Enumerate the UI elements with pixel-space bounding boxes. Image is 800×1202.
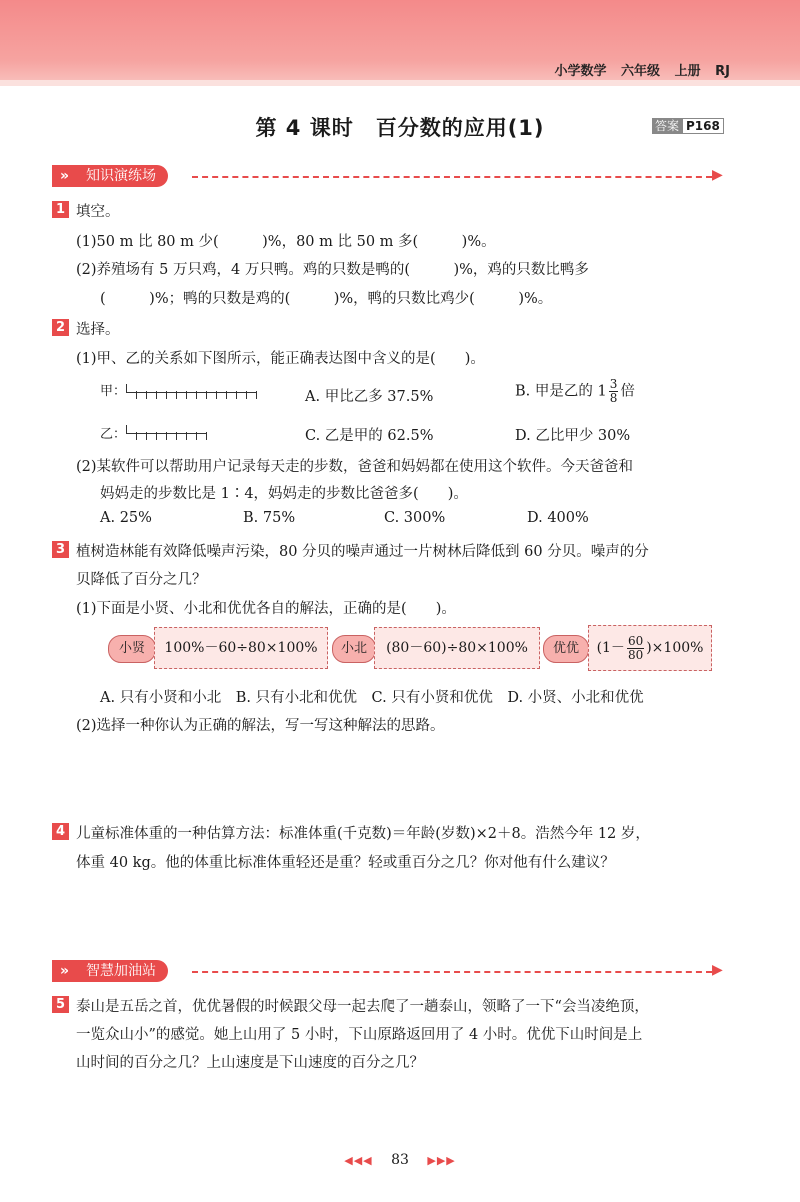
section-practice-label: 知识演练场	[86, 168, 156, 184]
q1-head: 填空。	[76, 204, 120, 220]
fraction	[627, 635, 644, 662]
page-title: 第 4 课时 百分数的应用(1)	[255, 116, 545, 140]
question-number: 5	[52, 996, 69, 1013]
q2-option-b-post: 倍	[620, 383, 635, 400]
header-volume: 上册	[674, 64, 701, 79]
q3-line3: (1)下面是小贤、小北和优优各自的解法，正确的是( )。	[76, 601, 456, 617]
page-number: 83	[391, 1152, 409, 1168]
section-wisdom-label: 智慧加油站	[86, 963, 156, 979]
q3-line4: (2)选择一种你认为正确的解法，写一写这种解法的思路。	[76, 718, 445, 734]
jia-segment-bar	[126, 384, 257, 393]
q4-line1: 儿童标准体重的一种估算方法：标准体重(千克数)＝年龄(岁数)×2＋8。浩然今年 12 岁，	[76, 826, 650, 842]
q2-option-b-pre: B. 甲是乙的 1	[515, 383, 607, 400]
q2-option-a: A. 甲比乙多 37.5%	[305, 389, 434, 405]
q2-line3: 妈妈走的步数比是 1∶4，妈妈走的步数比爸爸多( )。	[100, 486, 468, 502]
question-number: 3	[52, 541, 69, 558]
prev-arrows-icon: ◀◀◀	[344, 1154, 373, 1167]
section-wisdom	[52, 960, 724, 982]
solution-xiaoxian: 100%－60÷80×100%	[154, 627, 328, 669]
fraction-denominator: 80	[627, 647, 644, 662]
dashed-divider	[192, 176, 712, 178]
yi-label: 乙：	[100, 427, 127, 442]
q5-line2: 一览众山小”的感觉。她上山用了 5 小时，下山原路返回用了 4 小时。优优下山时间是上	[76, 1027, 643, 1043]
double-arrow-icon: »	[60, 963, 70, 979]
q2-choice-b: B. 75%	[243, 510, 296, 526]
fraction-numerator: 3	[609, 377, 618, 391]
name-badge-xiaobei: 小北	[332, 635, 376, 663]
q4-line2: 体重 40 kg。他的体重比标准体重轻还是重？轻或重百分之几？你对他有什么建议？	[76, 855, 615, 871]
q1-line1: (1)50 m 比 80 m 少( )%，80 m 比 50 m 多( )%。	[76, 234, 496, 250]
fraction-denominator: 8	[609, 391, 618, 405]
q2-choice-c: C. 300%	[384, 510, 446, 526]
header-grade: 六年级	[621, 64, 661, 79]
q5-line3: 山时间的百分之几？上山速度是下山速度的百分之几？	[76, 1055, 424, 1071]
header-subject: 小学数学	[554, 64, 607, 79]
arrow-tip-icon: ▶	[712, 167, 723, 183]
q2-choice-d: D. 400%	[527, 510, 589, 526]
page-footer	[0, 1152, 800, 1168]
yi-segment-bar	[126, 425, 207, 434]
q1-line2: (2)养殖场有 5 万只鸡，4 万只鸭。鸡的只数是鸭的( )%，鸡的只数比鸭多	[76, 262, 589, 278]
answer-ref	[652, 117, 724, 134]
name-badge-youyou: 优优	[543, 635, 589, 663]
name-badge-xiaoxian: 小贤	[108, 635, 156, 663]
answer-page: P168	[682, 118, 724, 134]
q1-line3: ( )%；鸭的只数是鸡的( )%，鸭的只数比鸡少( )%。	[100, 291, 553, 307]
header-info	[555, 60, 731, 79]
q5-line1: 泰山是五岳之首，优优暑假的时候跟父母一起去爬了一趟泰山，领略了一下“会当凌绝顶，	[76, 999, 649, 1015]
q3-line1: 植树造林能有效降低噪声污染，80 分贝的噪声通过一片树林后降低到 60 分贝。噪声的分	[76, 544, 649, 560]
formula-post: )×100%	[646, 640, 704, 656]
section-practice-tag	[52, 165, 168, 187]
formula-pre: (1－	[596, 640, 625, 656]
question-number: 4	[52, 823, 69, 840]
double-arrow-icon: »	[60, 168, 70, 184]
question-number: 2	[52, 319, 69, 336]
section-wisdom-tag	[52, 960, 168, 982]
fraction	[609, 378, 619, 405]
jia-label: 甲：	[100, 384, 127, 399]
q3-options: A. 只有小贤和小北 B. 只有小北和优优 C. 只有小贤和优优 D. 小贤、小北和优优	[100, 690, 644, 706]
q2-head: 选择。	[76, 322, 120, 338]
q2-option-d: D. 乙比甲少 30%	[515, 428, 631, 444]
solution-youyou	[588, 625, 712, 671]
solution-xiaobei: (80－60)÷80×100%	[374, 627, 540, 669]
q2-choice-a: A. 25%	[100, 510, 152, 526]
answer-label: 答案	[652, 118, 682, 134]
dashed-divider	[192, 971, 712, 973]
fraction-numerator: 60	[627, 633, 644, 648]
header-edition: RJ	[715, 64, 730, 79]
arrow-tip-icon: ▶	[712, 962, 723, 978]
q2-line1: (1)甲、乙的关系如下图所示，能正确表达图中含义的是( )。	[76, 351, 485, 367]
q2-option-b	[515, 378, 635, 405]
q2-line2: (2)某软件可以帮助用户记录每天走的步数，爸爸和妈妈都在使用这个软件。今天爸爸和	[76, 459, 634, 475]
question-number: 1	[52, 201, 69, 218]
q2-option-c: C. 乙是甲的 62.5%	[305, 428, 434, 444]
section-practice	[52, 165, 724, 187]
next-arrows-icon: ▶▶▶	[427, 1154, 456, 1167]
q3-line2: 贝降低了百分之几？	[76, 572, 207, 588]
